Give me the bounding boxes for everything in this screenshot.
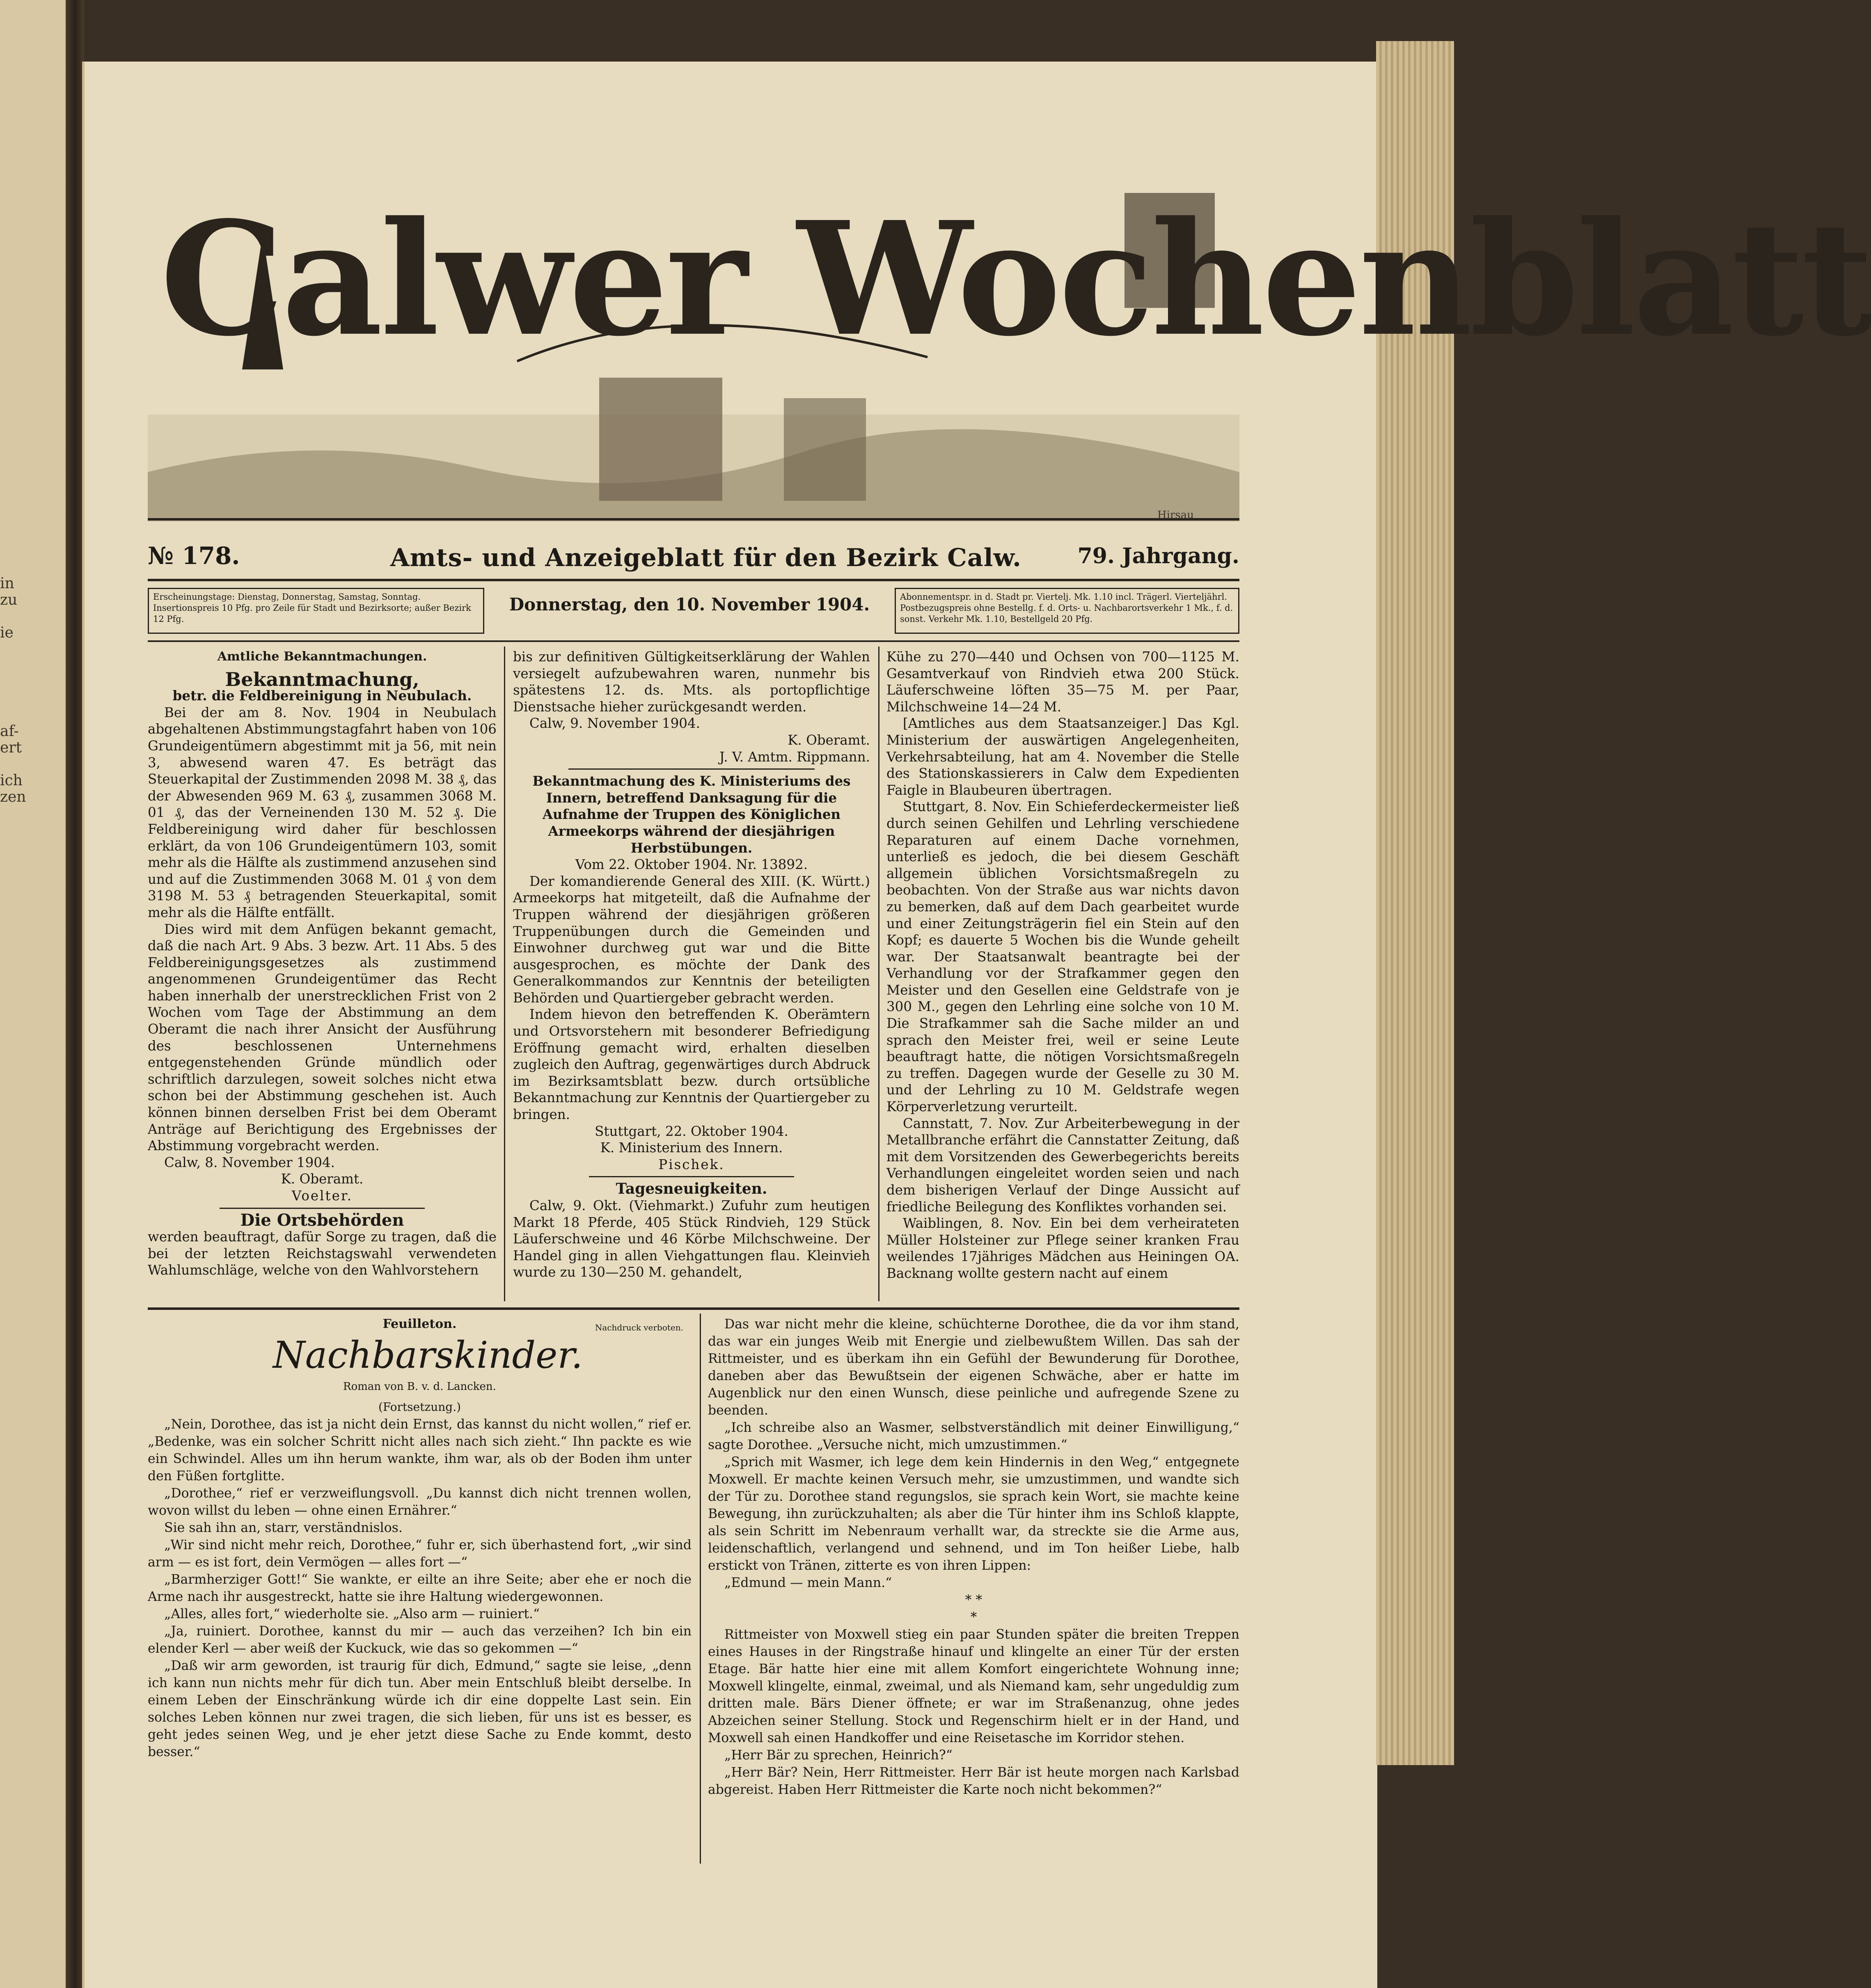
paragraph: Das war nicht mehr die kleine, schüchterne Dorothee, die da vor ihm stand, das war ein junges Weib mit Energie und zielbewußtem Willen. Das sah der Rittmeister, und es überkam ihn ein Gefühl der Bewunderung für Dorothee, daneben aber das Bewußtsein der eigenen Schwäche, aber er hatte im Augenblick nur den einen Wunsch, diese peinliche und aufregende Szene zu beenden. [708,1317,1239,1418]
issue-date: Donnerstag, den 10. November 1904. [509,594,870,615]
signature: Voelter. [291,1188,353,1204]
divider [589,1176,794,1177]
column-2 [513,649,870,1281]
paragraph: Cannstatt, 7. Nov. Zur Arbeiterbewegung in der Metallbranche erfährt die Cannstatter Zeitung, daß mit dem Vorsitzenden des Gewerbegerichts bereits Verhandlungen eingeleitet worden seien und nach dem bisherigen Verlauf der Dinge Aussicht auf friedliche Beilegung des Konfliktes vorhanden sei. [886,1115,1239,1215]
masthead-title: Calwer Wochenblatt [160,187,1871,371]
column-rule [878,647,879,1301]
divider [568,768,815,770]
column-1 [148,649,497,1279]
paragraph: Calw, 9. Okt. (Viehmarkt.) Zufuhr zum heutigen Markt 18 Pferde, 405 Stück Rindvieh, 129 Stück Läuferschweine und 46 Körbe Milchschweine. Der Handel ging in allen Viehgattungen flau. Kleinvieh wurde zu 130—250 M. gehandelt, [513,1198,870,1280]
book-spine [66,0,84,1988]
paragraph: „Dorothee,“ rief er verzweiflungsvoll. „Du kannst dich nicht trennen wollen, wovon willst du leben — ohne einen Ernährer.“ [148,1486,692,1518]
dateline: Stuttgart, 22. Oktober 1904. [595,1123,788,1139]
paragraph: [Amtliches aus dem Staatsanzeiger.] Das Kgl. Ministerium der auswärtigen Angelegenheiten, Verkehrsabteilung, hat am 4. November die Stelle des Stationskassierers in Calw dem Expedienten Faigle in Blaubeuren übertragen. [886,715,1239,798]
notice-title: Bekanntmachung, [225,668,419,690]
facing-page-fragment: ich [0,772,23,789]
reprint-notice: Nachdruck verboten. [595,1323,683,1332]
issue-volume: 79. Jahrgang. [1077,543,1239,569]
masthead-caption: Hirsau [1157,509,1194,521]
paragraph: „Herr Bär zu sprechen, Heinrich?“ [724,1748,953,1763]
facing-page-fragment: af- [0,723,19,740]
paragraph: Bei der am 8. Nov. 1904 in Neubulach abgehaltenen Abstimmungstagfahrt haben von 106 Grundeigentümern abgestimmt mit ja 56, mit nein 3, abwesend waren 47. Es beträgt das Steuerkapital der Zustimmenden 2098 M. 38 ₰, das der Abwesenden 969 M. 63 ₰, zusammen 3068 M. 01 ₰, das der Verneinenden 130 M. 52 ₰. Die Feldbereinigung wird daher für beschlossen erklärt, da von 106 Grundeigentümern 103, somit mehr als die Hälfte als zustimmend anzusehen sind und auf die Zustimmenden 3068 M. 01 ₰ von dem 3198 M. 53 ₰ betragenden Steuerkapital, somit mehr als die Hälfte entfällt. [148,704,497,920]
paragraph: Kühe zu 270—440 und Ochsen von 700—1125 M. Gesamtverkauf von Rindvieh etwa 200 Stück. Läuferschweine löften 35—75 M. per Paar, Milchschweine 14—24 M. [886,649,1239,715]
signature: K. Oberamt. [788,732,870,748]
signature: Pischek. [658,1156,725,1172]
column-rule [504,647,505,1301]
section-heading: Tagesneuigkeiten. [616,1180,767,1198]
notice-title: Die Ortsbehörden [240,1210,404,1230]
facing-page-fragment: zu [0,592,18,608]
paragraph: „Nein, Dorothee, das ist ja nicht dein Ernst, das kannst du nicht wollen,“ rief er. „Bedenke, was ein solcher Schritt nicht alles nach sich zieht.“ Ihn packte es wie ein Schwindel. Alles um ihn herum wankte, ihm war, als ob der Boden ihm unter den Füßen fortglitte. [148,1417,692,1484]
paragraph: Stuttgart, 8. Nov. Ein Schieferdeckermeister ließ durch seinen Gehilfen und Lehrling verschiedene Reparaturen auf einem Dache vornehmen, unterließ es jedoch, die bei diesem Geschäft allgemein üblichen Vorsichtsmaßregeln zu beobachten. Von der Straße aus war nichts davon zu bemerken, daß auf dem Dach gearbeitet wurde und einer Zeitungsträgerin fiel ein Stein auf den Kopf; es dauerte 5 Wochen bis die Wunde geheilt war. Der Staatsanwalt beantragte bei der Verhandlung vor der Strafkammer gegen den Meister und den Gesellen eine Geldstrafe von je 300 M., gegen den Lehrling eine solche von 10 M. Die Strafkammer sah die Sache milder an und sprach den Meister frei, weil er seine Leute beauftragt hatte, die nötigen Vorsichtsmaßregeln zu treffen. Dagegen wurde der Geselle zu 30 M. und der Lehrling zu 10 M. Geldstrafe wegen Körperverletzung verurteilt. [886,799,1239,1115]
facing-page-fragment: zen [0,789,26,805]
masthead [148,185,1871,534]
section-break: * [970,1610,977,1625]
facing-page-fragment: ie [0,624,14,641]
column-rule [700,1314,701,1864]
paragraph: Sie sah ihn an, starr, verständnislos. [164,1520,403,1535]
serial-title: Nachbarskinder. [273,1334,583,1377]
reference: Vom 22. Oktober 1904. Nr. 13892. [575,857,808,873]
column-3 [886,649,1239,1282]
paragraph: „Sprich mit Wasmer, ich lege dem kein Hindernis in den Weg,“ entgegnete Moxwell. Er machte keinen Versuch mehr, sie umzustimmen, und wandte sich der Tür zu. Dorothee stand regungslos, sie sprach kein Wort, sie machte keine Bewegung, ihn zurückzuhalten; als aber die Tür hinter ihm ins Schloß klappte, als sein Schritt im Nebenraum verhallt war, da streckte sie die Arme aus, leidenschaftlich, verlangend und sehnend, und im Ton heißer Liebe, halb erstickt von Tränen, zitterte es von ihren Lippen: [708,1455,1239,1573]
paragraph: „Ja, ruiniert. Dorothee, kannst du mir — auch das verzeihen? Ich bin ein elender Kerl — aber weiß der Kuckuck, wie das so gekommen —“ [148,1624,692,1656]
section-heading: Amtliche Bekanntmachungen. [217,649,427,664]
paragraph: Indem hievon den betreffenden K. Oberämtern und Ortsvorstehern mit besonderer Befriedigung Eröffnung gemacht wird, erhalten dieselben zugleich den Auftrag, gegenwärtiges durch Abdruck im Bezirksamtsblatt bezw. durch ortsübliche Bekanntmachung zur Kenntnis der Quartiergeber zu bringen. [513,1007,870,1123]
paragraph: werden beauftragt, dafür Sorge zu tragen, daß die bei der letzten Reichstagswahl verwendeten Wahlumschläge, welche von den Wahlvorstehern [148,1229,497,1278]
paragraph: „Edmund — mein Mann.“ [724,1575,892,1590]
paragraph: „Alles, alles fort,“ wiederholte sie. „Also arm — ruiniert.“ [164,1607,540,1621]
info-rule [148,640,1239,642]
signature: J. V. Amtm. Rippmann. [719,749,870,765]
notice-subtitle: betr. die Feldbereinigung in Neubulach. [172,688,472,704]
paragraph: bis zur definitiven Gültigkeitserklärung der Wahlen versiegelt aufzubewahren waren, nunmehr bis spätestens 12. ds. Mts. als portopflichtige Dienstsache hieher zurückgesandt werden. [513,649,870,715]
paragraph: Dies wird mit dem Anfügen bekannt gemacht, daß die nach Art. 9 Abs. 3 bezw. Art. 11 Abs. 5 des Feldbereinigungsgesetzes als zustimmend angenommenen Grundeigentümer das Recht haben innerhalb der unerstrecklichen Frist von 2 Wochen vom Tage der Abstimmung an dem Oberamt die nach ihrer Ansicht der Ausführung des beschlossenen Unternehmens entgegenstehenden Gründe mündlich oder schriftlich darzulegen, soweit solches nicht etwa schon bei der Abstimmung geschehen ist. Auch können binnen derselben Frist bei dem Oberamt Anträge auf Berichtigung des Ergebnisses der Abstimmung vorgebracht werden. [148,921,497,1154]
section-break: * * [965,1593,982,1607]
paragraph: „Barmherziger Gott!“ Sie wankte, er eilte an ihre Seite; aber ehe er noch die Arme nach ihr ausgestreckt, hatte sie ihre Haltung wiedergewonnen. [148,1572,692,1604]
issue-number: № 178. [148,542,240,570]
feuilleton-right-column [708,1316,1239,1798]
feuilleton-left-column [148,1316,692,1761]
dateline: Calw, 9. November 1904. [529,715,700,731]
paragraph: „Wir sind nicht mehr reich, Dorothee,“ fuhr er, sich überhastend fort, „wir sind arm — es ist fort, dein Vermögen — alles fort —“ [148,1538,692,1570]
feuilleton-rule [148,1307,1239,1310]
dateline: Calw, 8. November 1904. [164,1154,335,1170]
signature: K. Oberamt. [281,1171,364,1187]
info-box-right: Abonnementspr. in d. Stadt pr. Viertelj. Mk. 1.10 incl. Trägerl. Vierteljährl. Postbezugspreis ohne Bestellg. f. d. Orts- u. Nachbarortsverkehr 1 Mk., f. d. sonst. Verkehr Mk. 1.10, Bestellgeld 20 Pfg. [895,588,1239,634]
paragraph: Der komandierende General des XIII. (K. Württ.) Armeekorps hat mitgeteilt, daß die Aufnahme der Truppen während der diesjährigen größeren Truppenübungen durch die Gemeinden und Einwohner durchweg gut war und die Bitte ausgesprochen, es möchte der Dank des Generalkommandos zur Kenntnis der beteiligten Behörden und Quartiergeber gebracht werden. [513,873,870,1006]
paragraph: Waiblingen, 8. Nov. Ein bei dem verheirateten Müller Holsteiner zur Pflege seiner kranken Frau weilendes 17jähriges Mädchen aus Heiningen OA. Backnang wollte gestern nacht auf einem [886,1215,1239,1281]
paragraph: „Herr Bär? Nein, Herr Rittmeister. Herr Bär ist heute morgen nach Karlsbad abgereist. Haben Herr Rittmeister die Karte noch nicht bekommen?“ [708,1765,1239,1797]
serial-byline: Roman von B. v. d. Lancken. [343,1380,496,1393]
facing-page-fragment: ert [0,739,22,756]
divider [220,1208,425,1209]
issue-subtitle: Amts- und Anzeigeblatt für den Bezirk Calw. [390,543,1022,572]
paragraph: Rittmeister von Moxwell stieg ein paar Stunden später die breiten Treppen eines Hauses in der Ringstraße hinauf und klingelte an einer Tür der ersten Etage. Bär hatte hier eine mit allem Komfort eingerichtete Wohnung inne; Moxwell klingelte, einmal, zweimal, und als Niemand kam, sehr ungeduldig zum dritten male. Bärs Diener öffnete; er war im Straßenanzug, ohne jedes Abzeichen seiner Stellung. Stock und Regenschirm hielt er in der Hand, und Moxwell sah einen Handkoffer und eine Reisetasche im Korridor stehen. [708,1627,1239,1745]
signature: K. Ministerium des Innern. [600,1140,783,1156]
notice-title: Bekanntmachung des K. Ministeriums des Innern, betreffend Danksagung für die Aufnahme der Truppen des Königlichen Armeekorps während der diesjährigen Herbstübungen. [532,773,851,856]
issue-header [148,542,1239,575]
feuilleton-label: Feuilleton. [382,1317,457,1331]
paragraph: „Daß wir arm geworden, ist traurig für dich, Edmund,“ sagte sie leise, „denn ich kann nun nichts mehr für dich tun. Aber mein Entschluß bleibt derselbe. In einem Leben der Einschränkung würde ich dir eine doppelte Last sein. Ein solches Leben können nur zwei tragen, die sich lieben, für uns ist es besser, es geht jedes seinen Weg, und je eher jetzt diese Sache zu Ende kommt, desto besser.“ [148,1658,692,1759]
info-box-left: Erscheinungstage: Dienstag, Donnerstag, Samstag, Sonntag. Insertionspreis 10 Pfg. pro Zeile für Stadt und Bezirksorte; außer Bezirk 12 Pfg. [148,588,484,634]
facing-page-fragment: in [0,575,14,592]
continuation-note: (Fortsetzung.) [378,1400,461,1414]
header-rule [148,579,1239,581]
paragraph: „Ich schreibe also an Wasmer, selbstverständlich mit deiner Einwilligung,“ sagte Dorothee. „Versuche nicht, mich umzustimmen.“ [708,1420,1239,1452]
